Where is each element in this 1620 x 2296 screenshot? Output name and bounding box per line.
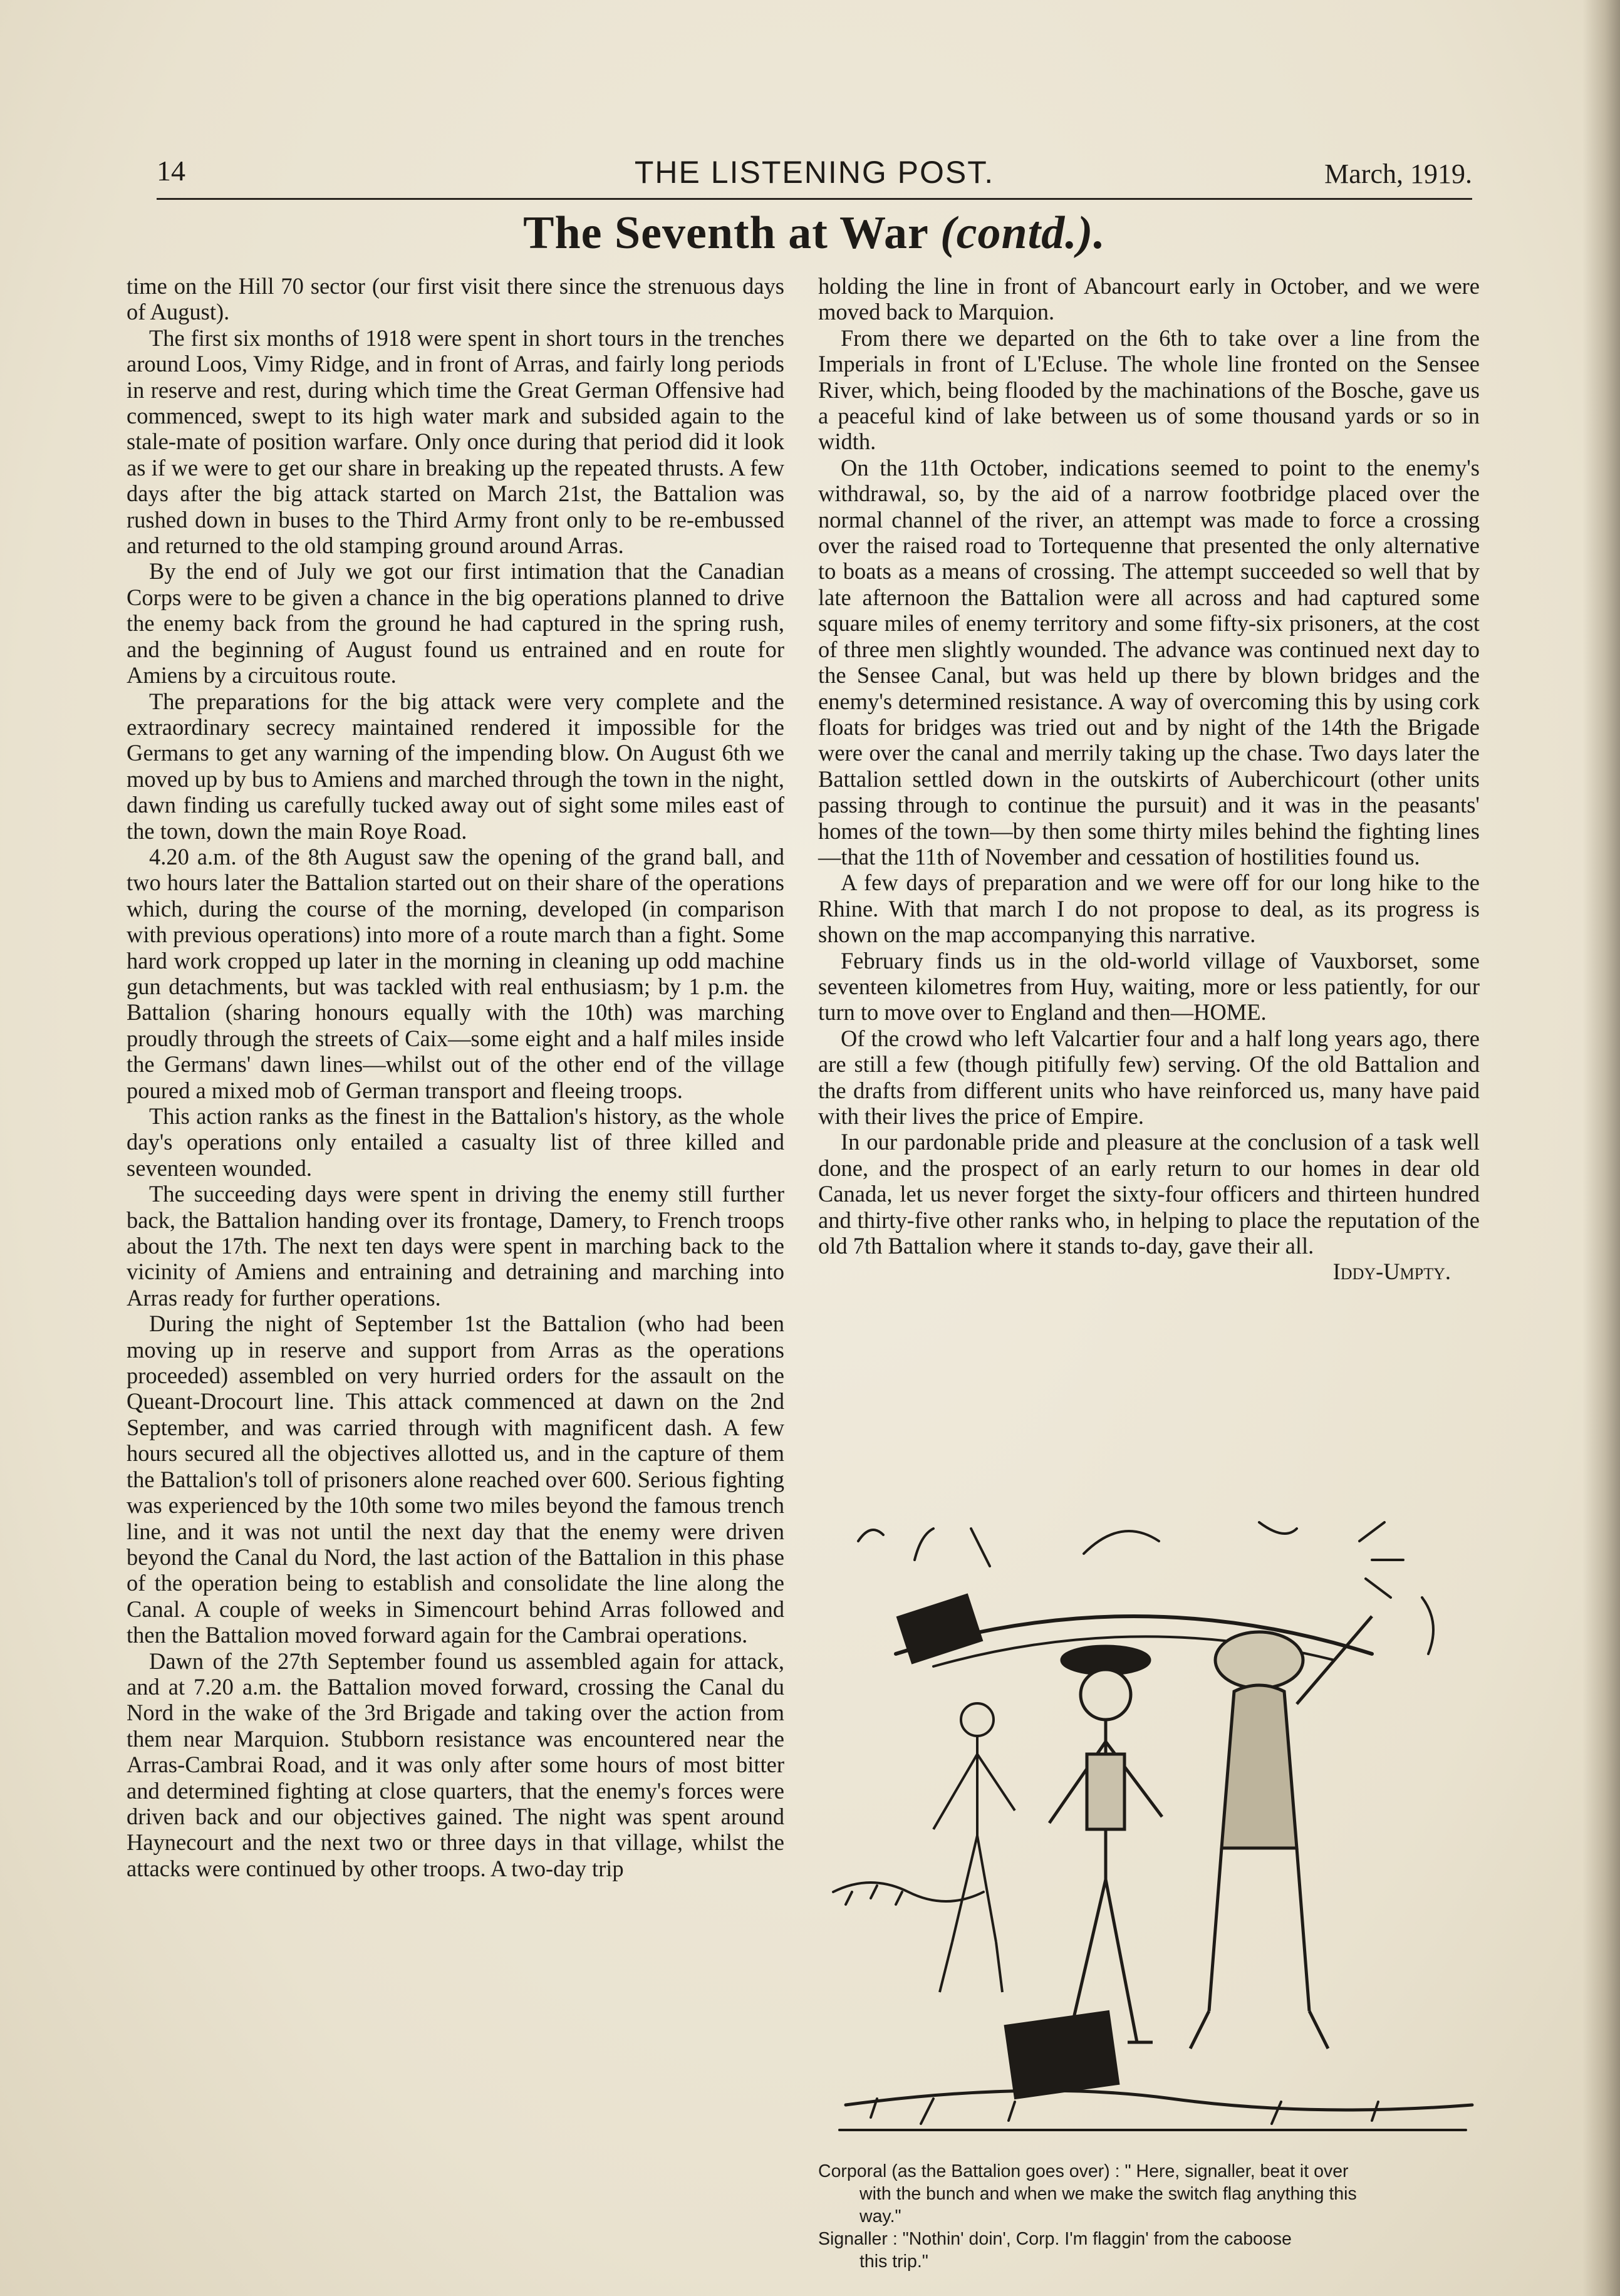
corporal-figure [1049,1646,1162,2042]
paragraph: February finds us in the old-world village of Vauxborset, some seventeen kilometres from Huy, waiting, more or less patiently, for our turn to move over to England and then—HOME. [818,947,1480,1026]
paragraph: 4.20 a.m. of the 8th August saw the opening of the grand ball, and two hours later the Battalion started out on their share of the operations which, during the course of the morning, developed (in comparison with previous operations) into more of a route march than a fight. Some hard work cropped up later in the morning in cleaning up odd machine gun detachments, but was tackled with real enthusiasm; by 1 p.m. the Battalion (sharing honours equally with the 10th) was marching proudly through the streets of Caix—some eight and a half miles inside the Germans' dawn lines—whilst out of the other end of the village poured a mixed mob of German transport and fleeing troops. [127,843,784,1103]
left-column [127,273,784,1881]
paragraph: From there we departed on the 6th to take over a line from the Imperials in front of L'Ecluse. The whole line fronted on the Sensee River, which, being flooded by the machinations of the Bosche, gave us a peaceful kind of lake between us of some thousand yards or so in width. [818,325,1480,455]
paragraph: A few days of preparation and we were off for our long hike to the Rhine. With that march I do not propose to deal, as its progress is shown on the map accompanying this narrative. [818,870,1480,948]
right-column [818,273,1480,1285]
ammo-box-shape [1004,2010,1119,2099]
author-signature: Iddy-Umpty. [1332,1259,1451,1285]
paragraph: By the end of July we got our first intimation that the Canadian Corps were to be given a chance in the big operations planned to drive the enemy back from the ground he had captured in the spring rush, and the beginning of August found us entrained and en route for Amiens by a circuitous route. [127,558,784,688]
paragraph: holding the line in front of Abancourt early in October, and we were moved back to Marquion. [818,273,1480,325]
soldier-figure [1190,1616,1372,2049]
issue-date: March, 1919. [1324,158,1472,189]
caption-line: this trip." [859,2252,928,2272]
page-spine-shadow [1582,0,1620,2296]
paragraph: On the 11th October, indications seemed to point to the enemy's withdrawal, so, by the aid of a narrow footbridge placed over the normal channel of the river, an attempt was made to force a crossing over the raised road to Tortequenne that presented the only alternative to boats as a means of crossing. The attempt succeeded so well that by late afternoon the Battalion were all across and had captured some square miles of enemy territory and some fifty-six prisoners, at the cost of three men slightly wounded. The advance was continued next day to the Sensee Canal, but was held up there by blown bridges and the enemy's determined resistance. A way of overcoming this by using cork floats for bridges was tried out and by night of the 14th the Brigade were over the canal and merrily taking up the chase. Two days later the Battalion settled down in the outskirts of Auberchicourt (other units passing through to continue the pursuit) and it was in the peasants' homes of the town—by then some thirty miles behind the fighting lines—that the 11th of November and cessation of hostilities found us. [818,454,1480,870]
caption-line: Signaller : "Nothin' doin', Corp. I'm flaggin' from the caboose [818,2229,1292,2249]
paragraph: The preparations for the big attack were very complete and the extraordinary secrecy maintained rendered it impossible for the Germans to get any warning of the impending blow. On August 6th we moved up by bus to Amiens and marched through the town in the night, dawn finding us carefully tucked away out of sight some miles east of the town, down the main Roye Road. [127,688,784,844]
paragraph: The first six months of 1918 were spent in short tours in the trenches around Loos, Vimy Ridge, and in front of Arras, and fairly long periods in reserve and rest, during which time the Great German Offensive had commenced, swept to its high water mark and subsided again to the stale-mate of position warfare. Only once during that period did it look as if we were to get our share in breaking up the repeated thrusts. A few days after the big attack started on March 21st, the Battalion was rushed down in buses to the Third Army front only to be re-embussed and returned to the old stamping ground around Arras. [127,325,784,559]
article-title [157,207,1472,260]
paragraph: time on the Hill 70 sector (our first visit there since the strenuous days of August). [127,273,784,325]
caption-line: way." [859,2206,901,2226]
page-number: 14 [157,155,185,187]
paragraph: Dawn of the 27th September found us assembled again for attack, and at 7.20 a.m. the Battalion moved forward, crossing the Canal du Nord in the wake of the 3rd Brigade and taking over the action from them near Marquion. Stubborn resistance was encountered near the Arras-Cambrai Road, and it was only after some hours of most bitter and determined fighting at close quarters, that the enemy's forces were driven back and our objectives gained. The night was spent around Haynecourt and the next two or three days in that village, whilst the attacks were continued by other troops. A two-day trip [127,1648,784,1881]
paragraph: This action ranks as the finest in the Battalion's history, as the whole day's operations only entailed a casualty list of three killed and seventeen wounded. [127,1103,784,1181]
sign-board-shape [896,1593,984,1664]
paragraph: The succeeding days were spent in driving the enemy still further back, the Battalion handing over its frontage, Damery, to French troops about the 17th. The next ten days were spent in marching back to the vicinity of Amiens and entraining and detraining and marching into Arras ready for further operations. [127,1181,784,1311]
paragraph: Of the crowd who left Valcartier four and a half long years ago, there are still a few (though pitifully few) serving. Of the old Battalion and the drafts from different units who have reinforced us, many have paid with their lives the price of Empire. [818,1025,1480,1129]
article-title-main: The Seventh at War [523,207,928,259]
caption-line: Corporal (as the Battalion goes over) : " Here, signaller, beat it over [818,2161,1349,2181]
paragraph: During the night of September 1st the Battalion (who had been moving up in reserve and support from Arras as the operations proceeded) assembled on very hurried orders for the assault on the Queant-Drocourt line. This attack commenced at dawn on the 2nd September, and was carried through with magnificent dash. A few hours secured all the objectives allotted us, and in the capture of them the Battalion's toll of prisoners alone reached over 600. Serious fighting was experienced by the 10th some two miles beyond the famous trench line, and it was not until the next day that the enemy were driven beyond the Canal du Nord, the last action of the Battalion in this phase of the operation being to establish and consolidate the line along the Canal. A couple of weeks in Simencourt behind Arras followed and then the Battalion moved forward again for the Cambrai operations. [127,1311,784,1648]
page-header [157,154,1472,200]
caption-line: with the bunch and when we make the switch flag anything this [859,2184,1357,2204]
signaller-figure [933,1703,1015,1992]
cartoon-illustration [821,1504,1478,2155]
masthead: THE LISTENING POST. [634,155,995,190]
paragraph: In our pardonable pride and pleasure at the conclusion of a task well done, and the prospect of an early return to our homes in dear old Canada, let us never forget the sixty-four officers and thirteen hundred and thirty-five other ranks who, in helping to place the reputation of the old 7th Battalion where it stands to-day, gave their all. [818,1129,1480,1259]
article-title-contd: (contd.). [940,207,1106,259]
cartoon-caption [818,2160,1495,2273]
